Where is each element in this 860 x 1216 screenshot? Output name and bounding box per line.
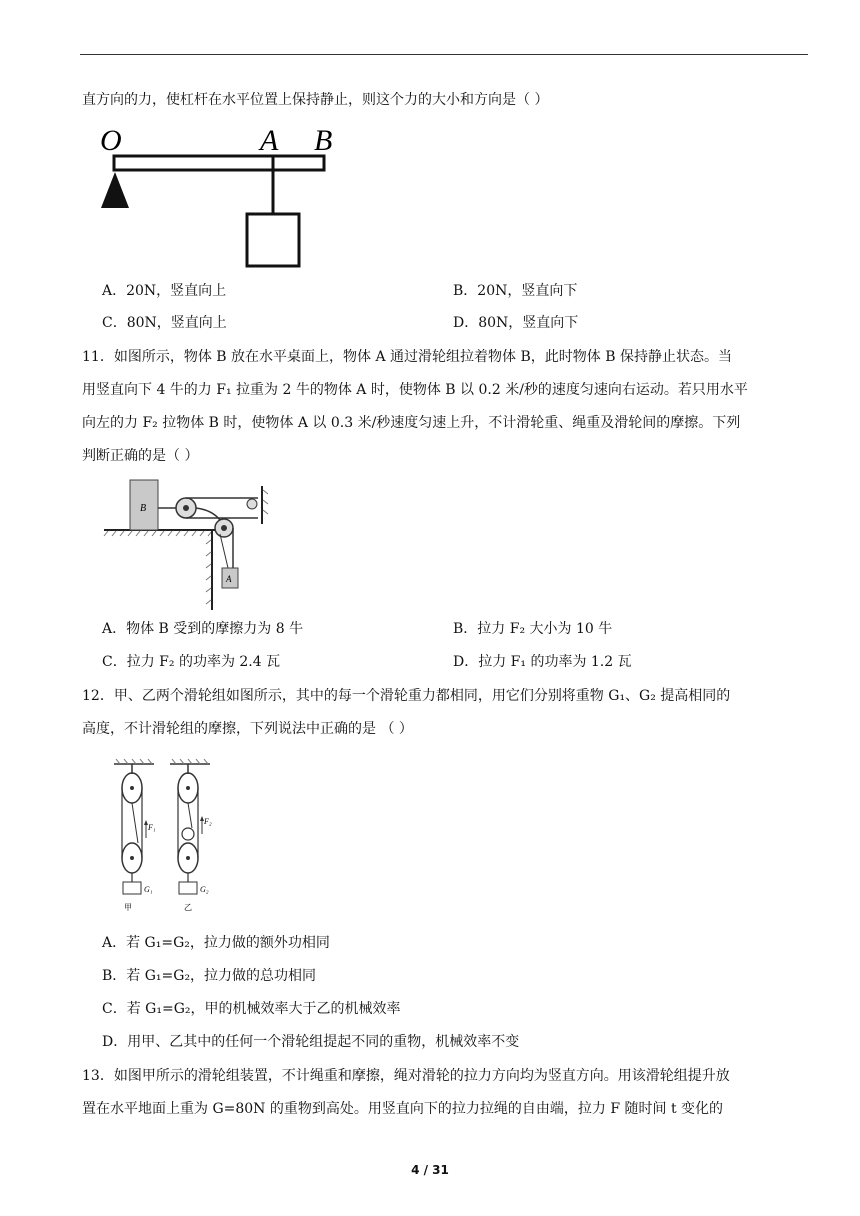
q11-option-a: A．物体 B 受到的摩擦力为 8 牛 <box>102 621 304 637</box>
label-b: B <box>314 124 333 157</box>
q11-line-3: 向左的力 F₂ 拉物体 B 时，使物体 A 以 0.3 米/秒速度匀速上升，不计滑轮重、绳重及滑轮间的摩擦。下列 <box>82 415 741 431</box>
q11-option-b: B．拉力 F₂ 大小为 10 牛 <box>453 621 613 637</box>
q11-line-2: 用竖直向下 4 牛的力 F₁ 拉重为 2 牛的物体 A 时，使物体 B 以 0.2 米/秒的速度匀速向右运动。若只用水平 <box>82 382 748 398</box>
q11-option-c: C．拉力 F₂ 的功率为 2.4 瓦 <box>102 654 281 670</box>
label-g2: G₂ <box>200 885 209 894</box>
header-rule <box>80 54 808 55</box>
label-a: A <box>226 574 232 584</box>
q12-line-1: 12．甲、乙两个滑轮组如图所示，其中的每一个滑轮重力都相同，用它们分别将重物 G₁、G₂ 提高相同的 <box>82 688 731 704</box>
q12-pulley-figure <box>108 758 228 916</box>
label-g1: G₁ <box>144 885 153 894</box>
q10-lever-figure <box>96 118 346 273</box>
label-yi: 乙 <box>184 903 192 912</box>
lever-bar <box>114 156 324 170</box>
weight-g1 <box>123 882 141 894</box>
hanging-block <box>247 214 299 266</box>
q10-stem-tail: 直方向的力，使杠杆在水平位置上保持静止，则这个力的大小和方向是（ ） <box>82 92 549 108</box>
q13-line-1: 13．如图甲所示的滑轮组装置，不计绳重和摩擦，绳对滑轮的拉力方向均为竖直方向。用该滑轮组提升放 <box>82 1068 730 1084</box>
q12-option-c: C．若 G₁=G₂，甲的机械效率大于乙的机械效率 <box>102 1001 401 1017</box>
wall-pulley <box>247 499 257 509</box>
label-f1: F₁ <box>148 823 156 832</box>
q10-option-c: C．80N，竖直向上 <box>102 315 227 331</box>
q11-line-1: 11．如图所示，物体 B 放在水平桌面上，物体 A 通过滑轮组拉着物体 B，此时物体 B 保持静止状态。当 <box>82 349 732 365</box>
q12-line-2: 高度，不计滑轮组的摩擦，下列说法中正确的是 （ ） <box>82 721 413 737</box>
q11-option-d: D．拉力 F₁ 的功率为 1.2 瓦 <box>453 654 632 670</box>
q10-option-b: B．20N，竖直向下 <box>453 283 578 299</box>
label-a: A <box>260 124 279 157</box>
label-b: B <box>140 503 147 514</box>
q12-option-b: B．若 G₁=G₂，拉力做的总功相同 <box>102 968 317 984</box>
weight-g2 <box>179 882 197 894</box>
label-jia: 甲 <box>124 903 132 912</box>
q13-line-2: 置在水平地面上重为 G=80N 的重物到高处。用竖直向下的拉力拉绳的自由端，拉力 F 随时间 t 变化的 <box>82 1101 724 1117</box>
label-o: O <box>100 124 122 157</box>
fulcrum <box>101 172 129 208</box>
q11-pulley-figure <box>100 476 275 612</box>
q10-option-a: A．20N，竖直向上 <box>102 283 227 299</box>
q11-line-4: 判断正确的是（ ） <box>82 448 199 464</box>
q12-option-d: D．用甲、乙其中的任何一个滑轮组提起不同的重物，机械效率不变 <box>102 1034 520 1050</box>
q12-option-a: A．若 G₁=G₂，拉力做的额外功相同 <box>102 935 330 951</box>
yi-small-pulley <box>182 828 194 840</box>
page-number: 4 / 31 <box>411 1163 449 1177</box>
label-f2: F₂ <box>204 817 212 826</box>
q10-option-d: D．80N，竖直向下 <box>453 315 579 331</box>
